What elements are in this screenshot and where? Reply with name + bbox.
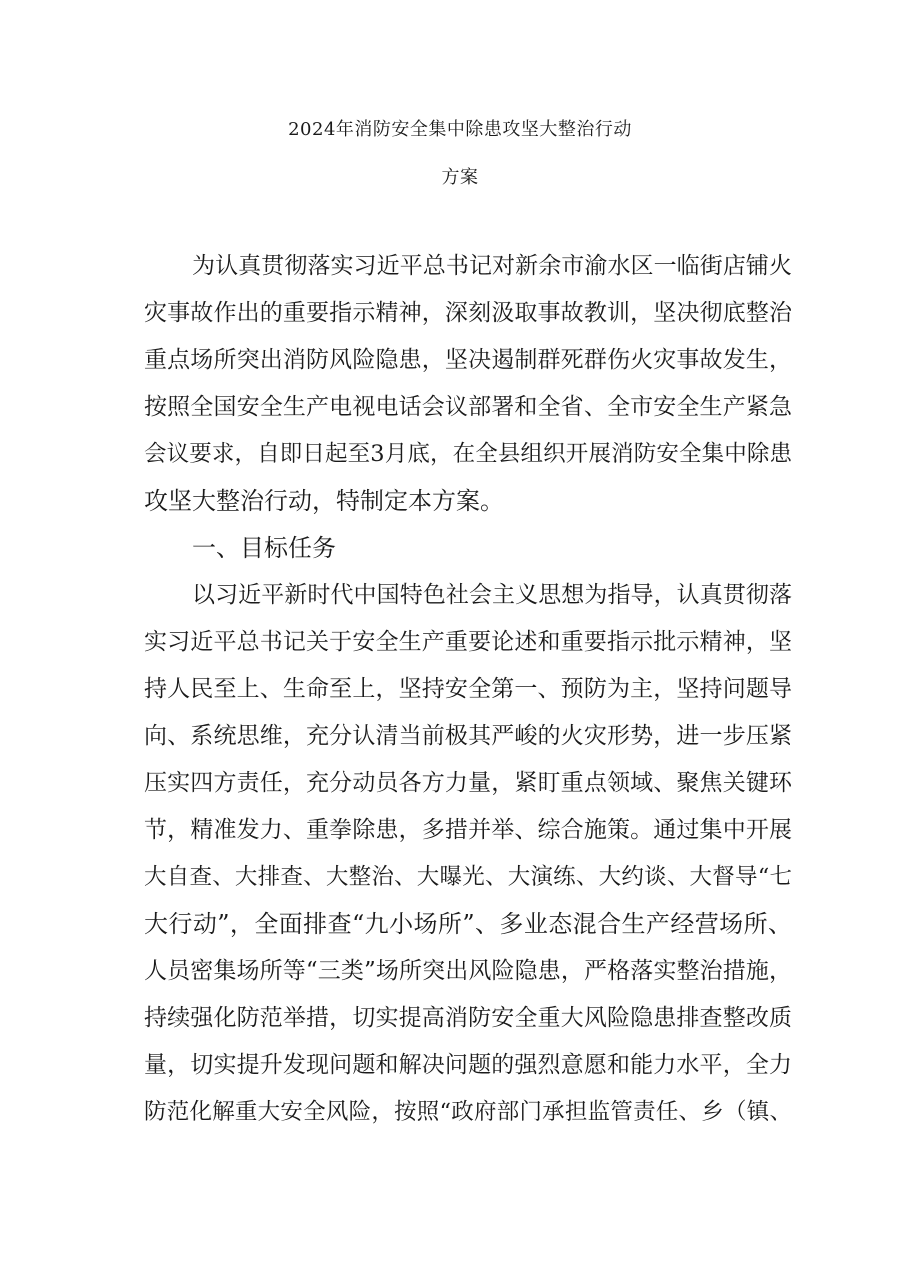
paragraph-line: 人员密集场所等“三类”场所突出风险隐患，严格落实整治措施， xyxy=(144,958,792,984)
paragraph-line: 以习近平新时代中国特色社会主义思想为指导，认真贯彻落 xyxy=(192,582,792,608)
paragraph-line: 为认真贯彻落实习近平总书记对新余市渝水区一临街店铺火 xyxy=(192,253,792,279)
paragraph-line: 持续强化防范举措，切实提高消防安全重大风险隐患排查整改质 xyxy=(144,1005,792,1031)
paragraph-line: 向、系统思维，充分认清当前极其严峻的火灾形势，进一步压紧 xyxy=(144,723,792,749)
paragraph-line: 压实四方责任，充分动员各方力量，紧盯重点领域、聚焦关键环 xyxy=(144,770,792,796)
paragraph-line: 攻坚大整治行动，特制定本方案。 xyxy=(144,487,504,515)
paragraph-line: 灾事故作出的重要指示精神，深刻汲取事故教训，坚决彻底整治 xyxy=(144,300,792,326)
paragraph-line: 重点场所突出消防风险隐患，坚决遏制群死群伤火灾事故发生， xyxy=(144,347,792,373)
document-title-line-1: 2024年消防安全集中除患攻坚大整治行动 xyxy=(288,119,632,140)
paragraph-line: 实习近平总书记关于安全生产重要论述和重要指示批示精神，坚 xyxy=(144,629,792,655)
paragraph-line: 大行动”，全面排查“九小场所”、多业态混合生产经营场所、 xyxy=(144,910,792,938)
paragraph-line: 按照全国安全生产电视电话会议部署和全省、全市安全生产紧急 xyxy=(144,394,792,420)
paragraph-line: 防范化解重大安全风险，按照“政府部门承担监管责任、乡（镇、 xyxy=(144,1099,792,1125)
paragraph-line: 持人民至上、生命至上，坚持安全第一、预防为主，坚持问题导 xyxy=(144,676,792,702)
paragraph-line: 节，精准发力、重拳除患，多措并举、综合施策。通过集中开展 xyxy=(144,817,792,843)
paragraph-line: 量，切实提升发现问题和解决问题的强烈意愿和能力水平，全力 xyxy=(144,1052,792,1078)
section-heading: 一、目标任务 xyxy=(192,534,336,562)
paragraph-line: 会议要求，自即日起至3月底，在全县组织开展消防安全集中除患 xyxy=(144,441,792,467)
paragraph-line: 大自查、大排查、大整治、大曝光、大演练、大约谈、大督导“七 xyxy=(144,864,792,890)
document-title-line-2: 方案 xyxy=(441,167,479,188)
